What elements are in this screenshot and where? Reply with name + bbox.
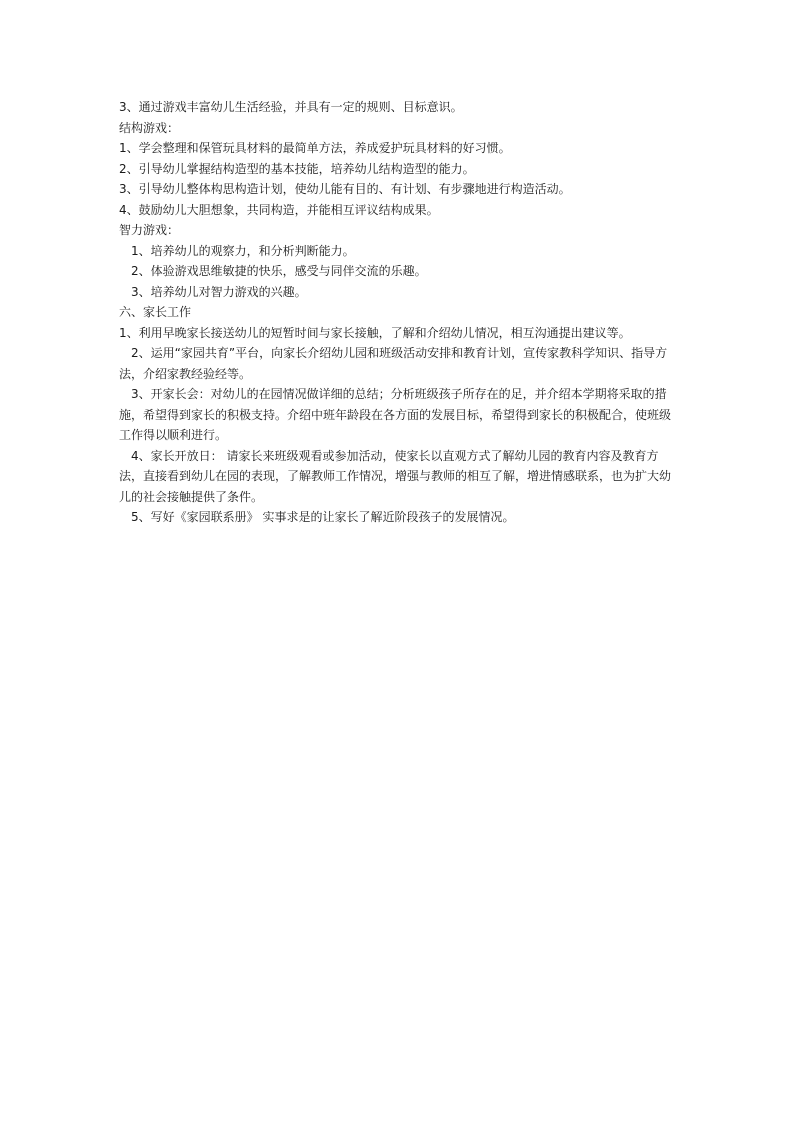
heading-structure-game: 结构游戏： — [119, 120, 180, 135]
paragraph-intelligence-2: 2、体验游戏思维敏捷的快乐，感受与同伴交流的乐趣。 — [131, 264, 427, 278]
paragraph-structure-1: 1、学会整理和保管玩具材料的最简单方法，养成爱护玩具材料的好习惯。 — [119, 141, 511, 155]
paragraph-game-goal-3: 3、通过游戏丰富幼儿生活经验，并具有一定的规则、目标意识。 — [119, 100, 463, 114]
paragraph-parent-2: 2、运用“家园共育”平台，向家长介绍幼儿园和班级活动安排和教育计划，宣传家教科学知识、指导方法，介绍家教经验经等。 — [119, 346, 668, 381]
paragraph-intelligence-1: 1、培养幼儿的观察力，和分析判断能力。 — [131, 243, 355, 258]
heading-intelligence-game: 智力游戏： — [119, 223, 180, 237]
document-body — [119, 97, 679, 528]
heading-parent-work: 六、家长工作 — [119, 305, 192, 319]
paragraph-parent-5: 5、写好《家园联系册》 实事求是的让家长了解近阶段孩子的发展情况。 — [131, 510, 515, 524]
paragraph-parent-1: 1、利用早晚家长接送幼儿的短暂时间与家长接触，了解和介绍幼儿情况，相互沟通提出建议等。 — [119, 325, 631, 340]
paragraph-structure-4: 4、鼓励幼儿大胆想象，共同构造，并能相互评议结构成果。 — [119, 202, 439, 217]
paragraph-parent-4: 4、家长开放日： 请家长来班级观看或参加活动，使家长以直观方式了解幼儿园的教育内容及教育方法，直接看到幼儿在园的表现，了解教师工作情况，增强与教师的相互了解，增进情感联系，也为扩大幼儿的社会接触提供了条件。 — [119, 448, 672, 504]
paragraph-structure-2: 2、引导幼儿掌握结构造型的基本技能，培养幼儿结构造型的能力。 — [119, 161, 475, 176]
paragraph-intelligence-3: 3、培养幼儿对智力游戏的兴趣。 — [131, 284, 307, 299]
paragraph-structure-3: 3、引导幼儿整体构思构造计划，使幼儿能有目的、有计划、有步骤地进行构造活动。 — [119, 182, 571, 196]
paragraph-parent-3: 3、开家长会：对幼儿的在园情况做详细的总结；分析班级孩子所存在的足，并介绍本学期将采取的措施，希望得到家长的积极支持。介绍中班年龄段在各方面的发展目标，希望得到家长的积极配合，使班级工作得以顺利进行。 — [119, 387, 672, 442]
